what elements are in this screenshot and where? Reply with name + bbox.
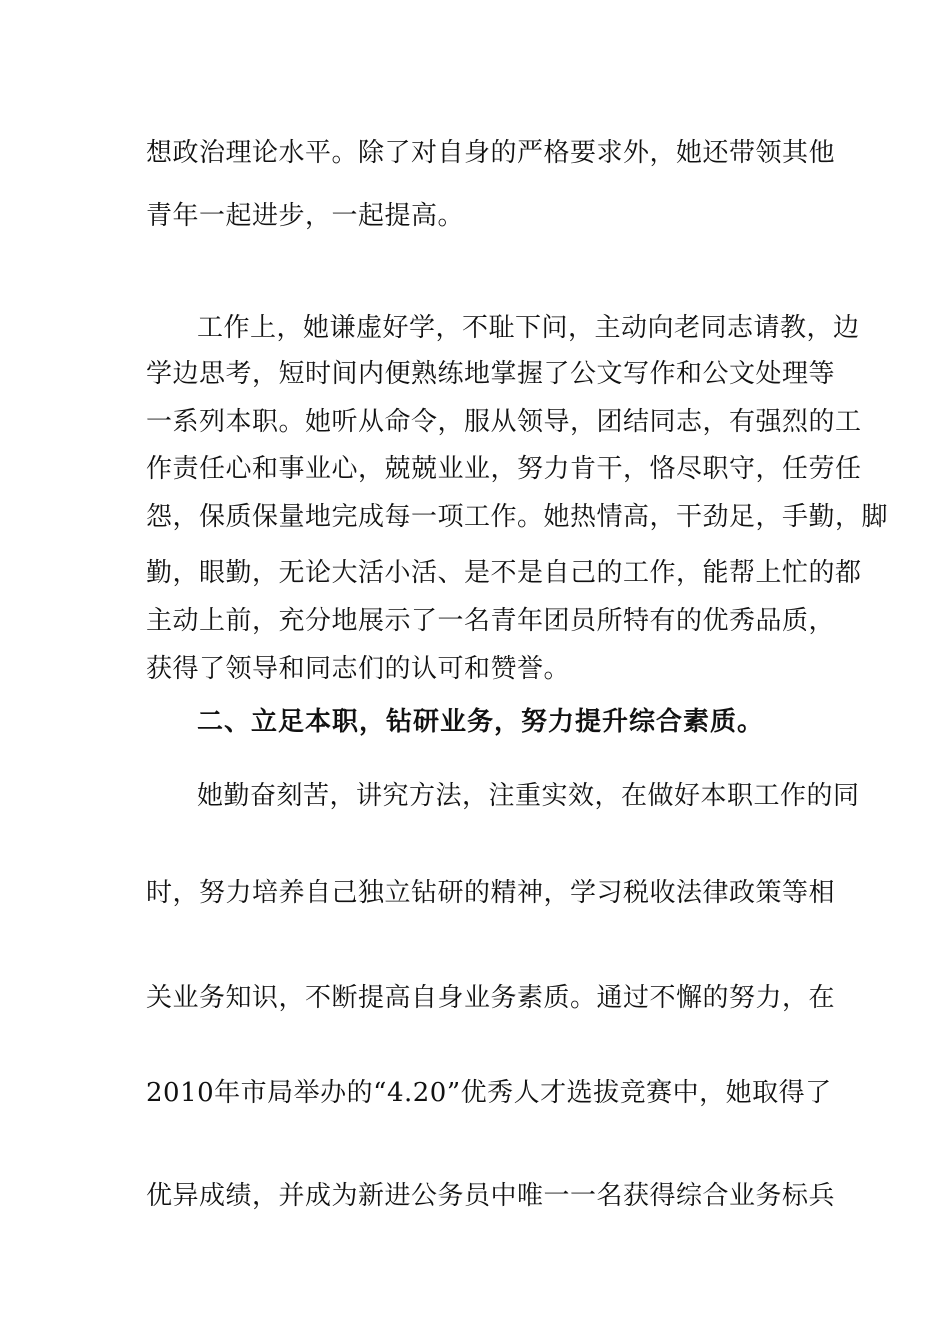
paragraph-line: 想政治理论水平。除了对自身的严格要求外，她还带领其他 <box>146 138 836 168</box>
paragraph-line: 获得了领导和同志们的认可和赞誉。 <box>146 654 571 684</box>
section-heading: 二、立足本职，钻研业务，努力提升综合素质。 <box>197 707 765 737</box>
paragraph-line: 一系列本职。她听从命令，服从领导，团结同志，有强烈的工 <box>146 407 862 437</box>
paragraph-line: 时，努力培养自己独立钻研的精神，学习税收法律政策等相 <box>146 878 836 908</box>
paragraph-line: 怨，保质保量地完成每一项工作。她热情高，干劲足，手勤，脚 <box>146 502 889 532</box>
paragraph-line: 优异成绩，并成为新进公务员中唯一一名获得综合业务标兵 <box>146 1181 836 1211</box>
paragraph-line: 青年一起进步，一起提高。 <box>146 201 465 231</box>
paragraph-line: 作责任心和事业心，兢兢业业，努力肯干，恪尽职守，任劳任 <box>146 454 862 484</box>
paragraph-line: 关业务知识，不断提高自身业务素质。通过不懈的努力，在 <box>146 983 836 1013</box>
paragraph-line: 学边思考，短时间内便熟练地掌握了公文写作和公文处理等 <box>146 359 836 389</box>
paragraph-line: 工作上，她谦虚好学，不耻下问，主动向老同志请教，边 <box>197 313 860 343</box>
paragraph-line: 主动上前，充分地展示了一名青年团员所特有的优秀品质， <box>146 606 836 636</box>
paragraph-line: 她勤奋刻苦，讲究方法，注重实效，在做好本职工作的同 <box>197 781 860 811</box>
paragraph-line: 2010年市局举办的“4.20”优秀人才选拔竞赛中，她取得了 <box>146 1078 832 1108</box>
paragraph-line: 勤，眼勤，无论大活小活、是不是自己的工作，能帮上忙的都 <box>146 558 862 588</box>
